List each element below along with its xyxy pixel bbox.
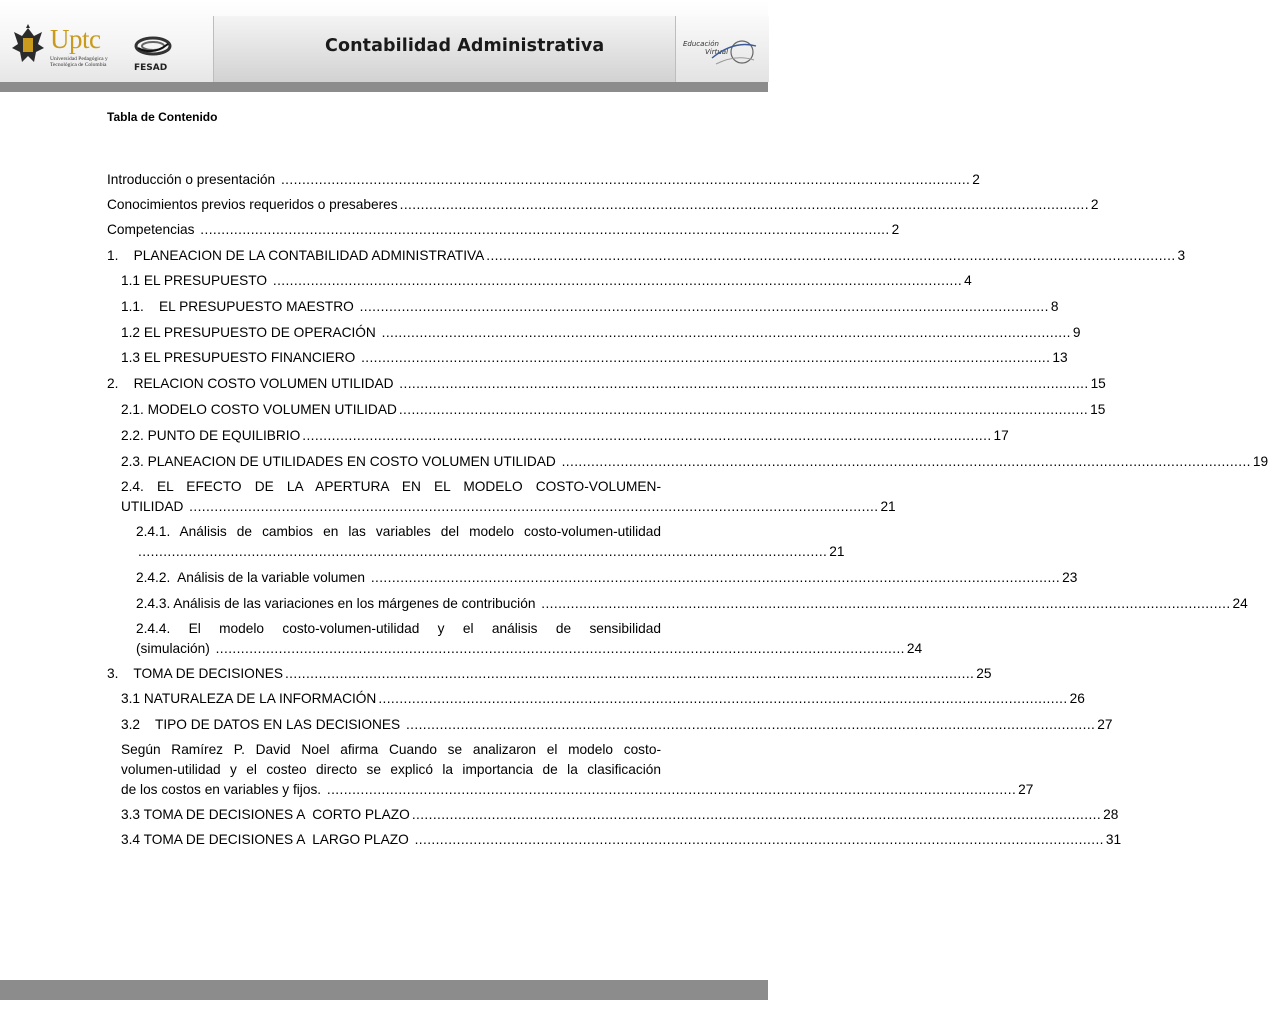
toc-leader-dots: .................................................................................................................................................................... <box>486 248 1176 263</box>
toc-page-number: 28 <box>1103 807 1119 822</box>
toc-entry-label: 3. TOMA DE DECISIONES <box>107 666 283 681</box>
toc-page-number: 15 <box>1090 376 1106 391</box>
toc-entry-label: 2.2. PUNTO DE EQUILIBRIO <box>121 428 301 443</box>
toc-entry[interactable] <box>107 664 992 684</box>
toc-entry[interactable] <box>121 477 896 517</box>
toc-entry-label: 1.1 EL PRESUPUESTO <box>121 273 271 288</box>
toc-page-number: 27 <box>1018 782 1034 797</box>
toc-entry[interactable] <box>121 715 1113 735</box>
toc-entry-label: de los costos en variables y fijos. <box>121 782 325 797</box>
ev-line-2: Virtual <box>705 48 729 56</box>
toc-page-number: 27 <box>1097 717 1113 732</box>
toc-entry[interactable] <box>136 619 923 659</box>
uptc-subtitle: Universidad Pedagógica y Tecnológica de Colombia <box>50 56 108 68</box>
toc-entry[interactable] <box>107 246 1186 266</box>
toc-entry[interactable] <box>121 689 1085 709</box>
toc-entry[interactable] <box>121 452 1268 472</box>
toc-entry-label: 3.1 NATURALEZA DE LA INFORMACIÓN <box>121 691 377 706</box>
toc-leader-dots: .................................................................................................................................................................... <box>359 299 1049 314</box>
toc-entry-label: (simulación) <box>136 641 214 656</box>
toc-entry[interactable] <box>121 348 1068 368</box>
toc-page-number: 13 <box>1052 350 1068 365</box>
toc-leader-dots: .................................................................................................................................................................... <box>561 454 1251 469</box>
toc-entry-label: Conocimientos previos requeridos o presaberes <box>107 197 398 212</box>
toc-page-number: 24 <box>1232 596 1248 611</box>
toc-entry-label: Competencias <box>107 222 199 237</box>
toc-leader-dots: .................................................................................................................................................................... <box>280 172 971 187</box>
toc-leader-dots: .................................................................................................................................................................... <box>370 570 1061 585</box>
uptc-logo <box>50 26 120 68</box>
toc-entry-label-line: 2.4.4. El modelo costo-volumen-utilidad y el análisis de sensibilidad <box>136 621 661 636</box>
toc-leader-dots: .................................................................................................................................................................... <box>541 596 1231 611</box>
toc-entry-label-line: volumen-utilidad y el costeo directo se explicó la importancia de la clasificación <box>121 762 661 777</box>
toc-entry[interactable] <box>107 374 1106 394</box>
toc-entry-label-line: 2.4. EL EFECTO DE LA APERTURA EN EL MODELO COSTO-VOLUMEN- <box>121 479 661 494</box>
toc-entry[interactable] <box>107 170 980 190</box>
toc-leader-dots: .................................................................................................................................................................... <box>326 782 1017 797</box>
ev-line-1: Educación <box>683 40 719 48</box>
toc-entry[interactable] <box>121 426 1009 446</box>
toc-page-number: 2 <box>972 172 980 187</box>
toc-leader-dots: .................................................................................................................................................................... <box>284 666 975 681</box>
toc-page-number: 8 <box>1050 299 1059 314</box>
toc-entry-label: 1. PLANEACION DE LA CONTABILIDAD ADMINISTRATIVA <box>107 248 485 263</box>
toc-entry[interactable] <box>121 740 1034 800</box>
toc-entry-label: Introducción o presentación <box>107 172 279 187</box>
toc-heading: Tabla de Contenido <box>107 110 218 124</box>
toc-page-number: 21 <box>880 499 896 514</box>
toc-entry-label: 2.4.3. Análisis de las variaciones en los márgenes de contribución <box>136 596 540 611</box>
toc-leader-dots: .................................................................................................................................................................... <box>302 428 992 443</box>
toc-leader-dots: .................................................................................................................................................................... <box>361 350 1051 365</box>
toc-leader-dots: .................................................................................................................................................................... <box>411 807 1102 822</box>
toc-entry[interactable] <box>136 522 845 562</box>
toc-leader-dots: .................................................................................................................................................................... <box>189 499 879 514</box>
toc-leader-dots: .................................................................................................................................................................... <box>378 691 1068 706</box>
page-title: Contabilidad Administrativa <box>325 36 605 56</box>
toc-page-number: 9 <box>1072 325 1081 340</box>
toc-page-number: 15 <box>1090 402 1106 417</box>
uptc-crest-icon <box>8 22 48 74</box>
toc-entry-label: 2.4.2. Análisis de la variable volumen <box>136 570 369 585</box>
toc-leader-dots: .................................................................................................................................................................... <box>405 717 1096 732</box>
toc-entry[interactable] <box>121 323 1081 343</box>
toc-entry-label-line: 2.4.1. Análisis de cambios en las variables del modelo costo-volumen-utilidad <box>136 524 661 539</box>
toc-leader-dots: .................................................................................................................................................................... <box>138 544 828 559</box>
toc-entry-label: 2. RELACION COSTO VOLUMEN UTILIDAD <box>107 376 398 391</box>
toc-page-number: 25 <box>976 666 992 681</box>
toc-leader-dots: .................................................................................................................................................................... <box>399 197 1089 212</box>
toc-entry[interactable] <box>136 594 1248 614</box>
toc-leader-dots: .................................................................................................................................................................... <box>398 402 1089 417</box>
toc-entry[interactable] <box>121 271 972 291</box>
toc-page-number: 4 <box>964 273 972 288</box>
toc-page-number: 17 <box>993 428 1009 443</box>
toc-leader-dots: .................................................................................................................................................................... <box>399 376 1089 391</box>
footer-bar <box>0 980 768 1000</box>
toc-entry[interactable] <box>107 195 1099 215</box>
toc-leader-dots: .................................................................................................................................................................... <box>272 273 963 288</box>
toc-leader-dots: .................................................................................................................................................................... <box>414 832 1104 847</box>
toc-entry-label: 3.2 TIPO DE DATOS EN LAS DECISIONES <box>121 717 404 732</box>
toc-entry[interactable] <box>121 830 1122 850</box>
toc-page-number: 2 <box>1090 197 1099 212</box>
toc-entry[interactable] <box>121 400 1106 420</box>
toc-leader-dots: .................................................................................................................................................................... <box>381 325 1071 340</box>
toc-entry-label: 1.2 EL PRESUPUESTO DE OPERACIÓN <box>121 325 380 340</box>
header-divider-bar <box>0 82 768 92</box>
toc-entry[interactable] <box>121 805 1119 825</box>
toc-entry-label: 1.1. EL PRESUPUESTO MAESTRO <box>121 299 358 314</box>
toc-entry-label: 3.3 TOMA DE DECISIONES A CORTO PLAZO <box>121 807 410 822</box>
toc-page-number: 24 <box>906 641 923 656</box>
toc-entry[interactable] <box>107 220 900 240</box>
toc-page-number: 2 <box>891 222 900 237</box>
toc-entry[interactable] <box>136 568 1078 588</box>
toc-entry[interactable] <box>121 297 1059 317</box>
toc-entry-label: 2.3. PLANEACION DE UTILIDADES EN COSTO VOLUMEN UTILIDAD <box>121 454 560 469</box>
toc-page-number: 23 <box>1062 570 1078 585</box>
toc-leader-dots: .................................................................................................................................................................... <box>215 641 905 656</box>
toc-page-number: 21 <box>829 544 845 559</box>
globe-swoosh-icon <box>710 36 758 72</box>
toc-page-number: 31 <box>1105 832 1122 847</box>
toc-entry-label-line: Según Ramírez P. David Noel afirma Cuando se analizaron el modelo costo- <box>121 742 661 757</box>
toc-page-number: 3 <box>1177 248 1186 263</box>
toc-leader-dots: .................................................................................................................................................................... <box>200 222 890 237</box>
fesad-label: FESAD <box>134 63 168 73</box>
uptc-wordmark: Uptc <box>50 24 101 54</box>
toc-entry-label: 3.4 TOMA DE DECISIONES A LARGO PLAZO <box>121 832 413 847</box>
toc-entry-label: 1.3 EL PRESUPUESTO FINANCIERO <box>121 350 360 365</box>
toc-page-number: 26 <box>1069 691 1085 706</box>
toc-entry-label: 2.1. MODELO COSTO VOLUMEN UTILIDAD <box>121 402 397 417</box>
toc-page-number: 19 <box>1252 454 1268 469</box>
toc-entry-label: UTILIDAD <box>121 499 188 514</box>
